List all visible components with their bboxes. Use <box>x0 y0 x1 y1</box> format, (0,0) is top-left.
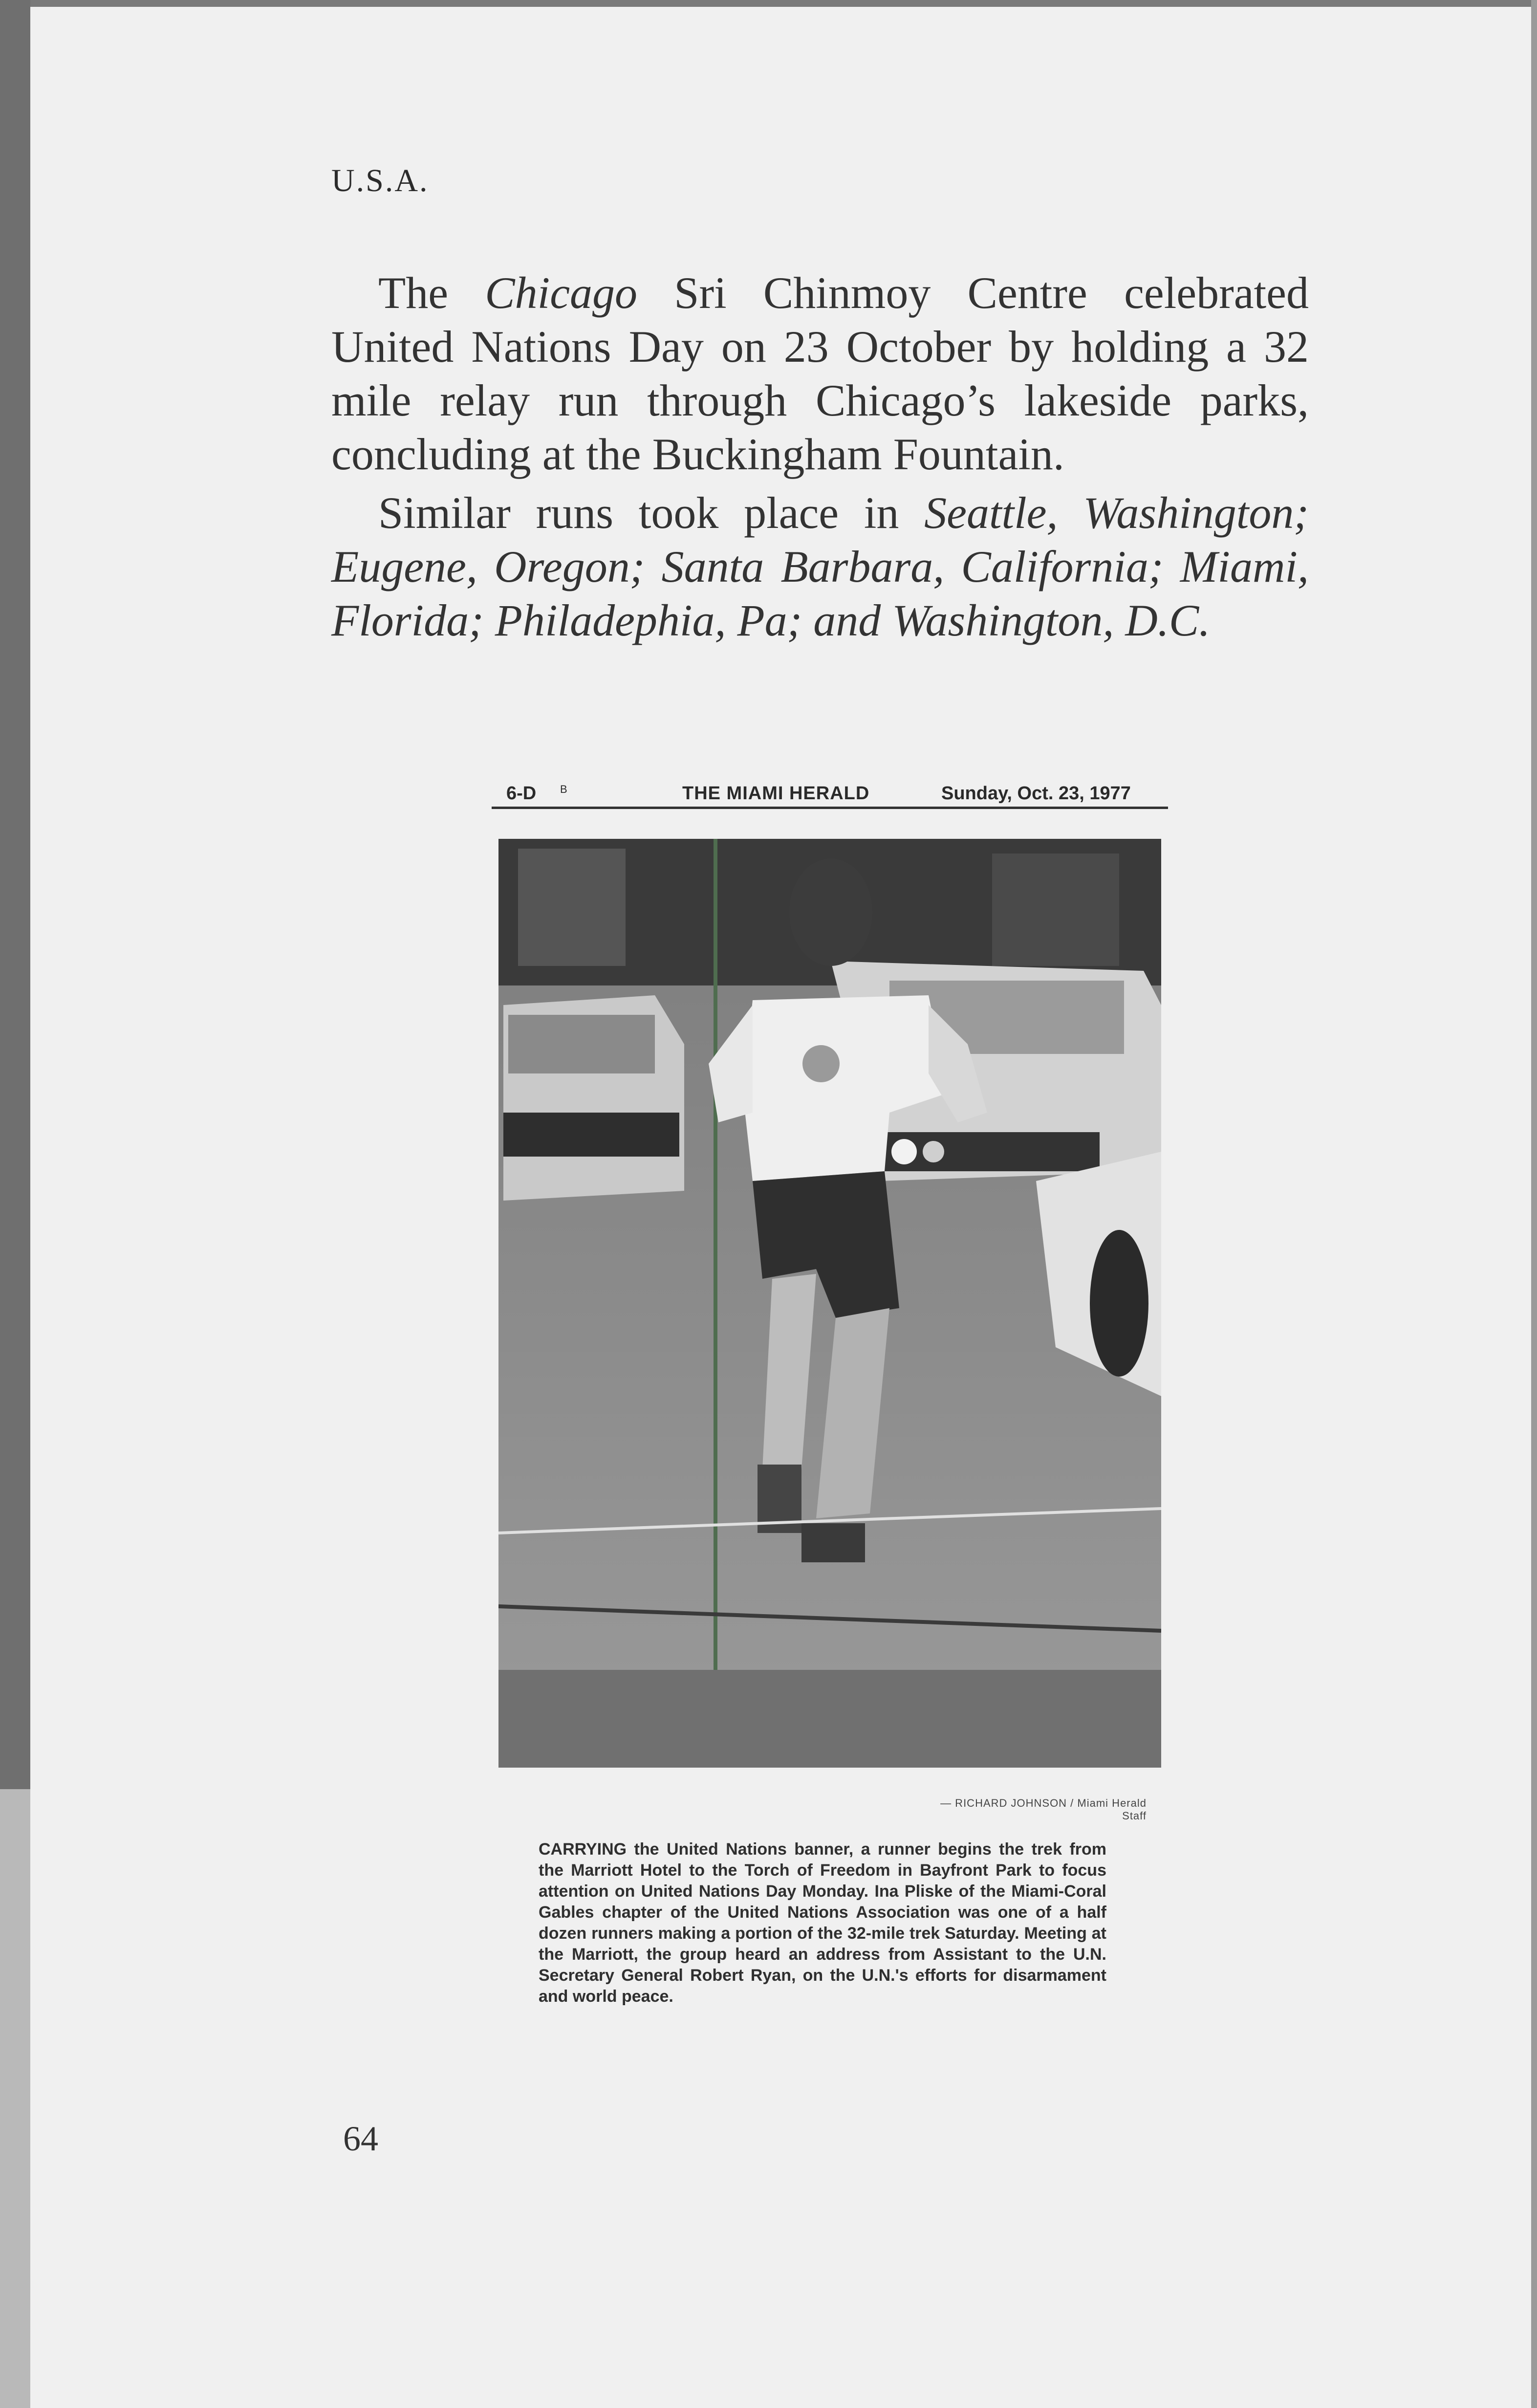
places-list: Seattle, Washington; Eugene, Oregon; Santa Barbara, California; Miami, Florida; Philadephia, Pa; and Washington, D.C. <box>331 488 1309 645</box>
city-name: Chicago <box>485 268 638 318</box>
paragraph-chicago <box>331 266 1309 481</box>
document-page <box>30 7 1531 2408</box>
clipping-date: Sunday, Oct. 23, 1977 <box>941 783 1131 804</box>
paragraph-text: Sri Chinmoy Centre celebrated United Nations Day on 23 October by holding a 32 mile relay run through Chicago’s lakeside parks, concluding at the Buckingham Fountain. <box>331 268 1309 479</box>
runner-photo-illustration <box>498 839 1161 1768</box>
scan-edge-top <box>30 0 1537 7</box>
photo-credit: — RICHARD JOHNSON / Miami Herald Staff <box>940 1797 1147 1822</box>
runner-photo <box>498 839 1161 1768</box>
paragraph-text: The <box>378 268 485 318</box>
scan-edge-right <box>1531 0 1537 2408</box>
page-number: 64 <box>343 2119 378 2158</box>
paragraph-similar-runs <box>331 486 1309 647</box>
clipping-edition-mark: B <box>560 783 567 795</box>
page-heading: U.S.A. <box>331 163 429 198</box>
clipping-masthead <box>492 780 1168 809</box>
clipping-page-label: 6-D <box>506 783 537 804</box>
newspaper-name: THE MIAMI HERALD <box>682 783 870 804</box>
scan-edge-left-lower <box>0 1789 30 2408</box>
scan-edge-left <box>0 0 30 1789</box>
paragraph-text: Similar runs took place in <box>378 488 925 538</box>
photo-caption: CARRYING the United Nations banner, a runner begins the trek from the Marriott Hotel to the Torch of Freedom in Bayfront Park to focus attention on United Nations Day Monday. Ina Pliske of the Miami-Coral Gables chapter of the United Nations Association was one of a half dozen runners making a portion of the 32-mile trek Saturday. Meeting at the Marriott, the group heard an address from Assistant to the U.N. Secretary General Robert Ryan, on the U.N.'s efforts for disarmament and world peace. <box>539 1840 1106 2006</box>
newspaper-clipping <box>492 769 1168 2089</box>
